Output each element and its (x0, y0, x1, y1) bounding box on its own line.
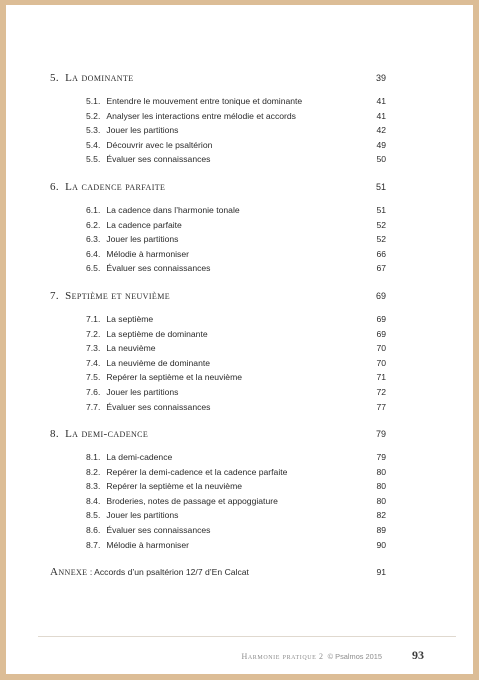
entry-title: Repérer la demi-cadence et la cadence parfaite (106, 466, 288, 477)
entry-title: La cadence parfaite (106, 219, 182, 230)
chapter-title-group (50, 181, 165, 193)
toc-entry (50, 496, 386, 511)
chapter-title-group (50, 290, 170, 302)
entry-title-group (86, 525, 210, 535)
entry-title-group (86, 496, 278, 506)
book-page (6, 5, 473, 674)
entry-title-group (86, 96, 302, 106)
entry-number: 8.7. (86, 539, 101, 550)
footer-rule (38, 636, 456, 637)
chapter-heading (50, 428, 386, 452)
entry-page: 66 (376, 248, 386, 259)
chapter-title: La dominante (65, 72, 134, 84)
toc-entry (50, 525, 386, 540)
entry-title: Mélodie à harmoniser (106, 248, 189, 259)
entry-number: 8.5. (86, 510, 101, 521)
toc-entry (50, 263, 386, 278)
entry-title: Évaluer ses connaissances (106, 154, 211, 165)
toc-entry (50, 220, 386, 235)
entry-number: 8.4. (86, 495, 101, 506)
entry-title-group (86, 467, 287, 477)
entry-title-group (86, 154, 210, 164)
chapter-number: 6. (50, 180, 60, 193)
entry-page: 90 (376, 539, 386, 550)
chapter-title-group (50, 72, 134, 84)
entry-title: La septième de dominante (106, 328, 208, 339)
entry-page: 71 (376, 372, 386, 383)
entry-title: Mélodie à harmoniser (106, 539, 189, 550)
entry-title: Découvrir avec le psaltérion (106, 139, 213, 150)
entry-title: Jouer les partitions (106, 386, 179, 397)
toc-chapter (50, 72, 386, 169)
chapter-title: La demi-cadence (65, 428, 149, 441)
toc-chapter (50, 428, 386, 554)
entry-number: 8.6. (86, 525, 101, 536)
toc-chapter (50, 290, 386, 416)
entry-number: 7.7. (86, 401, 101, 412)
entry-title-group (86, 387, 178, 397)
entry-title-group (86, 452, 172, 462)
entry-number: 5.1. (86, 96, 101, 106)
chapter-entries (50, 205, 386, 278)
toc-entry (50, 205, 386, 220)
toc-entry (50, 358, 386, 373)
footer-copyright: © Psalmos 2015 (327, 652, 382, 661)
entry-number: 8.2. (86, 466, 101, 477)
toc-entry (50, 372, 386, 387)
toc-entry (50, 467, 386, 482)
entry-title: La cadence dans l’harmonie tonale (106, 204, 240, 215)
entry-title: Évaluer ses connaissances (106, 263, 211, 274)
chapter-number: 5. (50, 72, 60, 84)
entry-title-group (86, 540, 189, 550)
annexe-title-group (50, 566, 249, 578)
annexe-separator: : (87, 567, 95, 578)
toc-entry (50, 140, 386, 155)
toc-entry (50, 540, 386, 555)
entry-number: 7.1. (86, 313, 101, 324)
entry-page: 50 (376, 154, 386, 165)
entry-number: 8.1. (86, 452, 101, 463)
entry-page: 80 (376, 466, 386, 477)
chapter-heading (50, 181, 386, 205)
entry-title: Repérer la septième et la neuvième (106, 481, 243, 492)
chapter-title-group (50, 428, 148, 440)
entry-number: 5.5. (86, 154, 101, 165)
entry-number: 8.3. (86, 481, 101, 492)
entry-page: 79 (376, 452, 386, 463)
entry-number: 5.3. (86, 125, 101, 136)
entry-title: La neuvième (106, 343, 156, 354)
annexe-label: Annexe (50, 566, 88, 579)
page-number: 93 (412, 648, 424, 662)
entry-title-group (86, 372, 242, 382)
entry-title-group (86, 314, 153, 324)
chapter-title: La cadence parfaite (65, 180, 166, 193)
chapter-entries (50, 314, 386, 416)
chapter-number: 7. (50, 289, 60, 302)
entry-number: 7.5. (86, 372, 101, 383)
toc-entry (50, 249, 386, 264)
chapter-page: 79 (375, 429, 386, 440)
entry-title-group (86, 343, 156, 353)
chapter-entries (50, 452, 386, 554)
toc-chapter (50, 181, 386, 278)
entry-title-group (86, 140, 212, 150)
entry-number: 6.1. (86, 204, 101, 215)
entry-title-group (86, 263, 210, 273)
toc-entry (50, 481, 386, 496)
entry-page: 41 (376, 96, 386, 106)
entry-page: 89 (376, 525, 386, 536)
entry-title-group (86, 205, 240, 215)
entry-title-group (86, 510, 178, 520)
entry-page: 51 (376, 204, 386, 215)
entry-title-group (86, 125, 178, 135)
footer-book-title: Harmonie pratique 2 (241, 652, 324, 661)
annexe-entry (50, 566, 386, 578)
entry-number: 5.2. (86, 110, 101, 121)
entry-title: Broderies, notes de passage et appoggiature (106, 495, 278, 506)
entry-number: 7.3. (86, 343, 101, 354)
entry-title: La septième (106, 313, 154, 324)
chapter-heading (50, 290, 386, 314)
entry-title-group (86, 358, 210, 368)
chapter-heading (50, 72, 386, 96)
entry-title: Évaluer ses connaissances (106, 401, 211, 412)
entry-number: 7.2. (86, 328, 101, 339)
annexe-page: 91 (376, 567, 386, 578)
entry-number: 7.4. (86, 357, 101, 368)
entry-page: 69 (376, 313, 386, 324)
entry-title-group (86, 481, 242, 491)
entry-title: La demi-cadence (106, 452, 173, 463)
entry-title-group (86, 402, 210, 412)
entry-title: Jouer les partitions (106, 125, 179, 136)
table-of-contents (50, 72, 386, 578)
entry-page: 42 (376, 125, 386, 136)
entry-page: 67 (376, 263, 386, 274)
entry-number: 6.4. (86, 248, 101, 259)
annexe-title: Accords d’un psaltérion 12/7 d’En Calcat (94, 567, 249, 578)
toc-entry (50, 343, 386, 358)
toc-entry (50, 125, 386, 140)
entry-page: 52 (376, 219, 386, 230)
toc-entry (50, 154, 386, 169)
entry-page: 77 (376, 401, 386, 412)
entry-number: 5.4. (86, 139, 101, 150)
entry-title: Jouer les partitions (106, 510, 179, 521)
entry-page: 72 (376, 386, 386, 397)
entry-number: 6.5. (86, 263, 101, 274)
toc-entry (50, 387, 386, 402)
entry-title: Analyser les interactions entre mélodie et accords (106, 110, 296, 121)
entry-number: 6.3. (86, 234, 101, 245)
entry-number: 6.2. (86, 219, 101, 230)
toc-entry (50, 96, 386, 111)
entry-title-group (86, 249, 189, 259)
entry-title-group (86, 220, 182, 230)
chapter-entries (50, 96, 386, 169)
entry-title: Évaluer ses connaissances (106, 525, 211, 536)
chapter-page: 51 (375, 181, 386, 192)
toc-entry (50, 452, 386, 467)
toc-entry (50, 329, 386, 344)
chapter-page: 39 (375, 73, 386, 83)
page-footer (241, 648, 424, 663)
entry-page: 70 (376, 343, 386, 354)
entry-page: 82 (376, 510, 386, 521)
toc-entry (50, 510, 386, 525)
toc-entry (50, 111, 386, 126)
toc-entry (50, 234, 386, 249)
chapter-page: 69 (375, 290, 386, 301)
entry-number: 7.6. (86, 386, 101, 397)
chapter-number: 8. (50, 428, 60, 441)
entry-title: Jouer les partitions (106, 234, 179, 245)
entry-page: 70 (376, 357, 386, 368)
entry-page: 52 (376, 234, 386, 245)
entry-title-group (86, 329, 208, 339)
entry-page: 41 (376, 110, 386, 121)
entry-page: 49 (376, 139, 386, 150)
toc-entry (50, 314, 386, 329)
entry-page: 80 (376, 495, 386, 506)
toc-entry (50, 402, 386, 417)
entry-title-group (86, 234, 178, 244)
entry-title: Entendre le mouvement entre tonique et dominante (106, 96, 303, 106)
chapter-title: Septième et neuvième (65, 289, 170, 302)
entry-title-group (86, 111, 296, 121)
entry-page: 80 (376, 481, 386, 492)
entry-title: Repérer la septième et la neuvième (106, 372, 243, 383)
entry-page: 69 (376, 328, 386, 339)
entry-title: La neuvième de dominante (106, 357, 211, 368)
